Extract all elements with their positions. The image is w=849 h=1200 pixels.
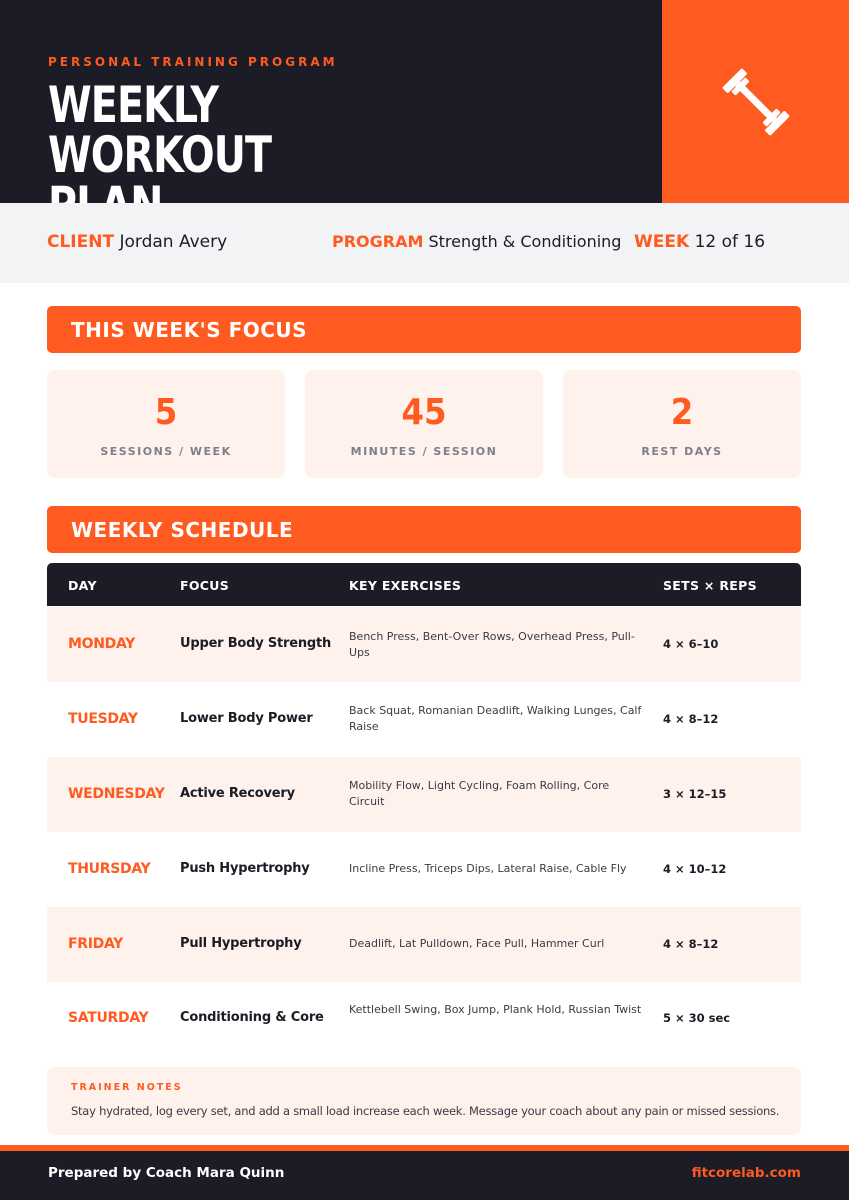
row-focus: Upper Body Strength bbox=[180, 636, 332, 651]
client-label: CLIENT bbox=[47, 232, 115, 252]
row-day: MONDAY bbox=[68, 636, 136, 652]
row-exercises: Incline Press, Triceps Dips, Lateral Raise, Cable Fly bbox=[349, 862, 627, 875]
column-header-sets-reps: SETS × REPS bbox=[663, 578, 757, 593]
week-value: 12 of 16 bbox=[694, 232, 766, 252]
trainer-notes bbox=[47, 1067, 801, 1135]
schedule-section-banner bbox=[47, 506, 801, 553]
table-row bbox=[47, 907, 801, 982]
week-info bbox=[634, 232, 765, 252]
row-day: SATURDAY bbox=[68, 1010, 149, 1026]
row-sets-reps: 5 × 30 sec bbox=[663, 1011, 731, 1025]
column-header-day: DAY bbox=[68, 578, 97, 593]
row-focus: Pull Hypertrophy bbox=[180, 936, 302, 951]
row-exercises: Bench Press, Bent-Over Rows, Overhead Press, Pull-Ups bbox=[349, 630, 635, 659]
table-row bbox=[47, 607, 801, 682]
client-info bbox=[47, 232, 227, 252]
row-day: WEDNESDAY bbox=[68, 786, 165, 802]
trainer-notes-label: TRAINER NOTES bbox=[71, 1082, 183, 1093]
page-title: WEEKLY WORKOUT bbox=[48, 76, 272, 184]
row-focus: Active Recovery bbox=[180, 786, 295, 801]
row-exercises: Deadlift, Lat Pulldown, Face Pull, Hammer Curl bbox=[349, 937, 605, 950]
row-sets-reps: 4 × 6–10 bbox=[663, 637, 719, 651]
row-exercises: Mobility Flow, Light Cycling, Foam Rolling, Core Circuit bbox=[349, 779, 610, 808]
focus-section-title: THIS WEEK'S FOCUS bbox=[71, 318, 308, 342]
dumbbell-icon bbox=[722, 68, 790, 136]
row-focus: Conditioning & Core bbox=[180, 1010, 324, 1025]
row-day: TUESDAY bbox=[68, 711, 138, 727]
program-name: Strength & Conditioning bbox=[428, 232, 622, 251]
table-row bbox=[47, 981, 801, 1056]
row-sets-reps: 4 × 10–12 bbox=[663, 862, 727, 876]
stat-card-rest-days bbox=[563, 370, 801, 478]
program-eyebrow: PERSONAL TRAINING PROGRAM bbox=[48, 55, 338, 69]
row-sets-reps: 4 × 8–12 bbox=[663, 712, 719, 726]
prepared-by: Prepared by Coach Mara Quinn bbox=[48, 1165, 285, 1181]
footer bbox=[0, 1151, 849, 1200]
column-header-focus: FOCUS bbox=[180, 578, 229, 593]
row-focus: Lower Body Power bbox=[180, 711, 313, 726]
table-row bbox=[47, 682, 801, 757]
stat-caption: MINUTES / SESSION bbox=[350, 445, 498, 458]
program-label: PROGRAM bbox=[332, 232, 424, 251]
stat-caption: REST DAYS bbox=[641, 445, 723, 458]
stat-card-minutes bbox=[305, 370, 543, 478]
schedule-table-header bbox=[47, 563, 801, 606]
client-name: Jordan Avery bbox=[119, 232, 228, 252]
focus-section-banner bbox=[47, 306, 801, 353]
week-label: WEEK bbox=[634, 232, 690, 252]
table-row bbox=[47, 757, 801, 832]
row-exercises: Back Squat, Romanian Deadlift, Walking Lunges, Calf Raise bbox=[349, 704, 642, 733]
stat-value: 5 bbox=[154, 392, 178, 433]
table-row bbox=[47, 832, 801, 907]
column-header-exercises: KEY EXERCISES bbox=[349, 578, 462, 593]
row-sets-reps: 4 × 8–12 bbox=[663, 937, 719, 951]
row-sets-reps: 3 × 12–15 bbox=[663, 787, 727, 801]
row-day: FRIDAY bbox=[68, 936, 124, 952]
schedule-section-title: WEEKLY SCHEDULE bbox=[71, 518, 294, 542]
row-exercises: Kettlebell Swing, Box Jump, Plank Hold, Russian Twist bbox=[349, 1003, 642, 1016]
row-focus: Push Hypertrophy bbox=[180, 861, 310, 876]
stat-caption: SESSIONS / WEEK bbox=[100, 445, 232, 458]
stat-value: 45 bbox=[401, 392, 447, 433]
website-link[interactable]: fitcorelab.com bbox=[691, 1165, 801, 1181]
trainer-notes-text: Stay hydrated, log every set, and add a small load increase each week. Message your coach about any pain or missed sessions. bbox=[71, 1104, 780, 1118]
stat-card-sessions bbox=[47, 370, 285, 478]
program-info bbox=[332, 232, 621, 251]
row-day: THURSDAY bbox=[68, 861, 151, 877]
stat-value: 2 bbox=[670, 392, 694, 433]
